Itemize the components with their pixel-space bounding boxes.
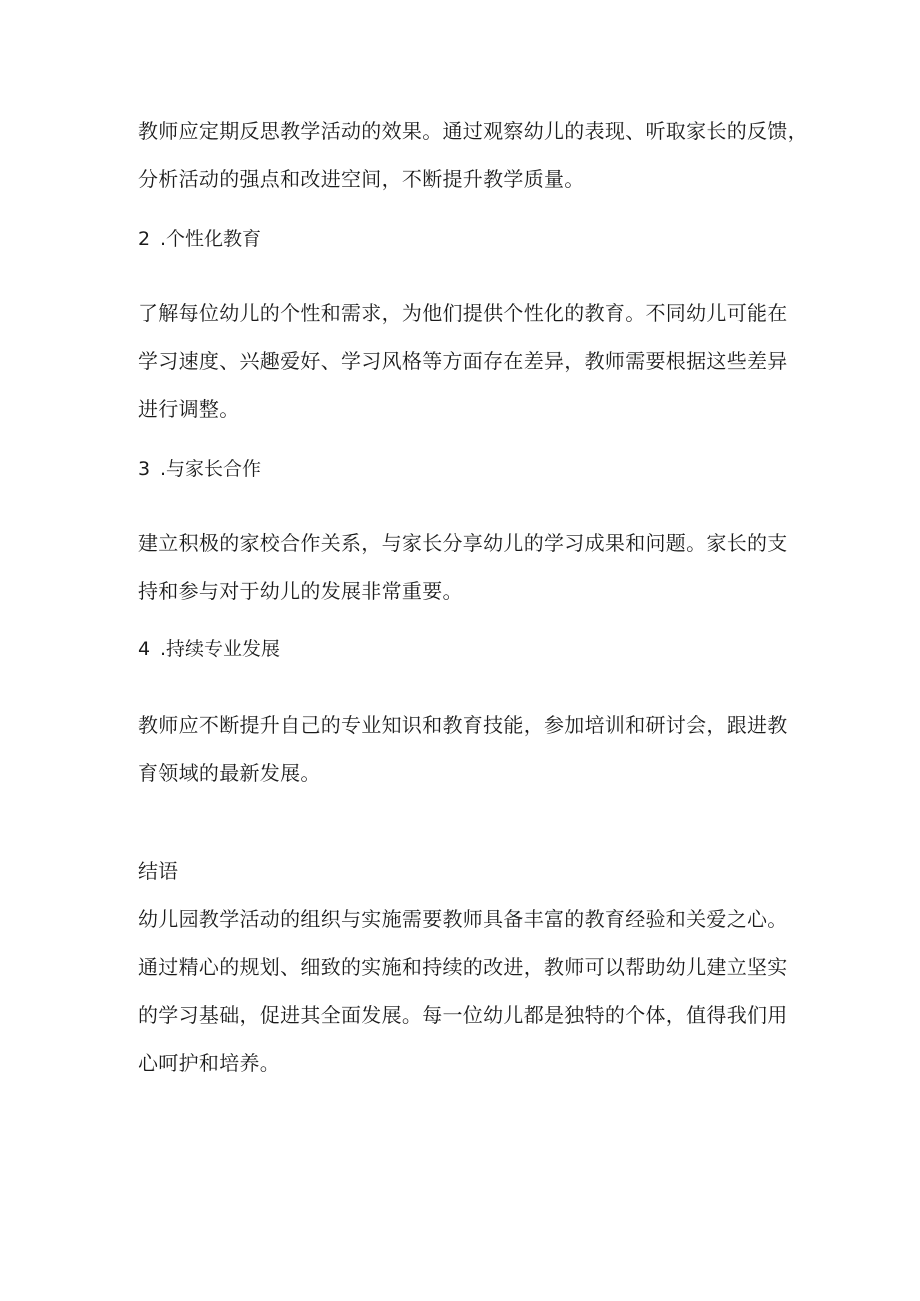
conclusion-line-3: 的学习基础，促进其全面发展。每一位幼儿都是独特的个体，值得我们用 (138, 1003, 788, 1027)
section-2-number: 2 (138, 228, 151, 250)
section-2-line-1: 了解每位幼儿的个性和需求，为他们提供个性化的教育。不同幼儿可能在 (138, 301, 788, 325)
section-2-line-3: 进行调整。 (138, 397, 240, 421)
section-2-title: .个性化教育 (160, 228, 262, 250)
reflect-paragraph-line-2: 分析活动的强点和改进空间，不断提升教学质量。 (138, 167, 585, 191)
conclusion-heading: 结语 (138, 859, 178, 883)
conclusion-line-4: 心呵护和培养。 (138, 1051, 281, 1075)
reflect-paragraph-line-1: 教师应定期反思教学活动的效果。通过观察幼儿的表现、听取家长的反馈， (138, 119, 808, 143)
section-3-number: 3 (138, 458, 151, 480)
section-4-title: .持续专业发展 (160, 638, 281, 660)
section-4-heading (138, 636, 280, 662)
section-4-line-2: 育领域的最新发展。 (138, 761, 321, 785)
section-4-line-1: 教师应不断提升自己的专业知识和教育技能，参加培训和研讨会，跟进教 (138, 713, 788, 737)
section-2-line-2: 学习速度、兴趣爱好、学习风格等方面存在差异，教师需要根据这些差异 (138, 349, 788, 373)
section-3-heading (138, 456, 261, 482)
section-3-line-1: 建立积极的家校合作关系，与家长分享幼儿的学习成果和问题。家长的支 (138, 531, 788, 555)
section-4-number: 4 (138, 638, 151, 660)
conclusion-line-1: 幼儿园教学活动的组织与实施需要教师具备丰富的教育经验和关爱之心。 (138, 907, 788, 931)
conclusion-line-2: 通过精心的规划、细致的实施和持续的改进，教师可以帮助幼儿建立坚实 (138, 955, 788, 979)
section-3-title: .与家长合作 (160, 458, 262, 480)
section-2-heading (138, 226, 261, 252)
section-3-line-2: 持和参与对于幼儿的发展非常重要。 (138, 579, 463, 603)
